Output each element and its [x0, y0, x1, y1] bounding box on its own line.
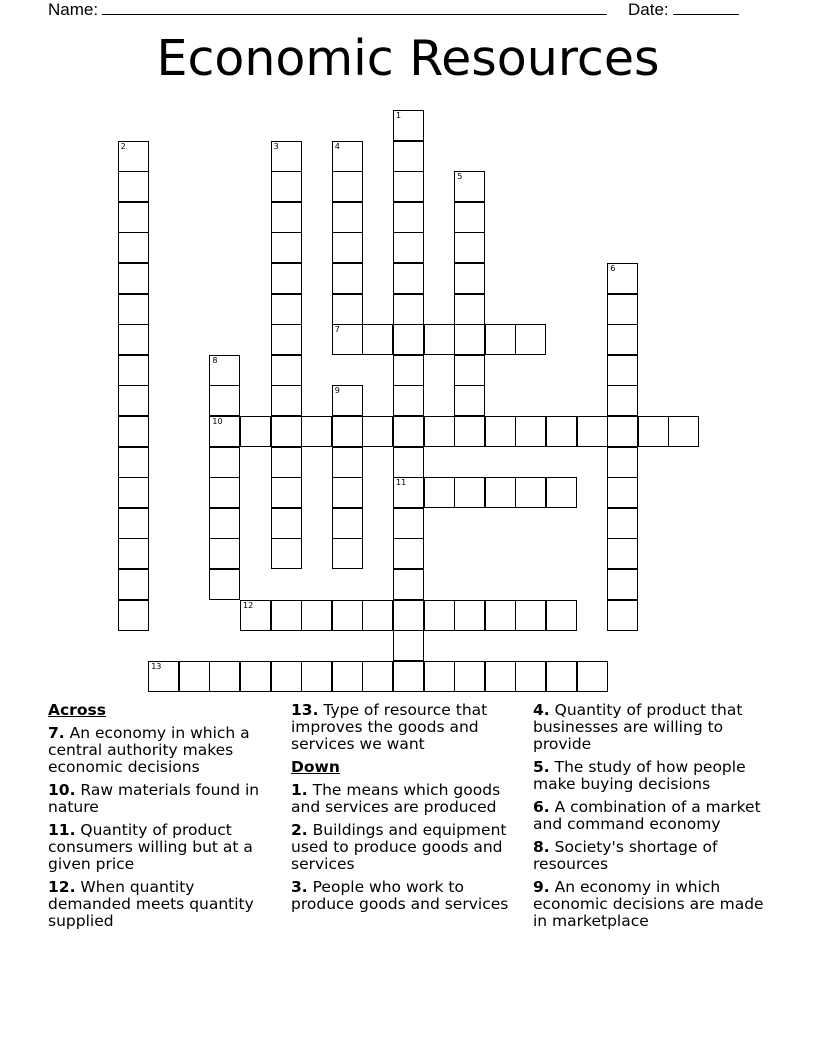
clue-number: 2.: [291, 821, 308, 839]
clue-across-13: [291, 702, 516, 753]
grid-cell[interactable]: [332, 171, 363, 202]
grid-cell[interactable]: [454, 355, 485, 386]
grid-cell[interactable]: [332, 294, 363, 325]
grid-cell[interactable]: [118, 569, 149, 600]
clue-down-9: [533, 879, 773, 930]
grid-cell[interactable]: [607, 447, 638, 478]
grid-cell[interactable]: [607, 569, 638, 600]
clue-number: 1.: [291, 781, 308, 799]
down-title: Down: [291, 758, 340, 776]
grid-cell[interactable]: [515, 477, 546, 508]
grid-cell[interactable]: [179, 661, 210, 692]
grid-cell[interactable]: [454, 661, 485, 692]
grid-cell[interactable]: [577, 661, 608, 692]
grid-cell[interactable]: [454, 263, 485, 294]
cell-number: 13: [151, 661, 162, 671]
grid-cell[interactable]: [271, 171, 302, 202]
cell-number: 6: [610, 264, 616, 273]
grid-cell[interactable]: [209, 355, 240, 386]
grid-cell[interactable]: [546, 661, 577, 692]
grid-cell[interactable]: [607, 385, 638, 416]
across-title: Across: [48, 701, 106, 719]
clues-section: [0, 702, 816, 1002]
grid-cell[interactable]: [118, 263, 149, 294]
clue-column-2: [291, 702, 516, 919]
grid-cell[interactable]: [607, 416, 638, 447]
grid-cell[interactable]: [332, 416, 363, 447]
cell-number: 7: [334, 325, 340, 335]
grid-cell[interactable]: [148, 661, 179, 692]
grid-cell[interactable]: [118, 141, 149, 172]
grid-cell[interactable]: [485, 324, 516, 355]
clue-number: 8.: [533, 838, 550, 856]
cell-number: 3: [273, 141, 279, 151]
grid-cell[interactable]: [271, 355, 302, 386]
grid-cell[interactable]: [424, 324, 455, 355]
grid-cell[interactable]: [454, 294, 485, 325]
grid-cell[interactable]: [485, 600, 516, 631]
grid-cell[interactable]: [240, 600, 271, 631]
grid-cell[interactable]: [118, 600, 149, 631]
grid-cell[interactable]: [209, 661, 240, 692]
grid-cell[interactable]: [271, 477, 302, 508]
grid-cell[interactable]: [454, 600, 485, 631]
clue-across-7: [48, 725, 278, 776]
clue-number: 12.: [48, 878, 76, 896]
grid-cell[interactable]: [607, 355, 638, 386]
grid-cell[interactable]: [393, 355, 424, 386]
grid-cell[interactable]: [209, 508, 240, 539]
grid-cell[interactable]: [546, 477, 577, 508]
clue-across-12: [48, 879, 278, 930]
grid-cell[interactable]: [454, 477, 485, 508]
grid-cell[interactable]: [118, 324, 149, 355]
grid-cell[interactable]: [393, 600, 424, 631]
name-label: Name:: [48, 0, 99, 19]
clue-down-2: [291, 822, 516, 873]
grid-cell[interactable]: [424, 661, 455, 692]
grid-cell[interactable]: [607, 477, 638, 508]
clue-text: A combination of a market and command economy: [533, 798, 761, 833]
clue-number: 13.: [291, 701, 319, 719]
clue-column-3: [533, 702, 773, 936]
grid-cell[interactable]: [118, 538, 149, 569]
clue-text: The means which goods and services are produced: [291, 781, 501, 816]
grid-cell[interactable]: [271, 232, 302, 263]
grid-cell[interactable]: [393, 630, 424, 661]
clue-number: 10.: [48, 781, 76, 799]
cell-number: 8: [212, 355, 218, 365]
grid-cell[interactable]: [393, 171, 424, 202]
grid-cell[interactable]: [485, 416, 516, 447]
grid-cell[interactable]: [271, 202, 302, 233]
grid-cell[interactable]: [485, 477, 516, 508]
grid-cell[interactable]: [393, 661, 424, 692]
grid-cell[interactable]: [515, 661, 546, 692]
grid-cell[interactable]: [454, 232, 485, 263]
grid-cell[interactable]: [393, 141, 424, 172]
grid-cell[interactable]: [118, 385, 149, 416]
clue-text: An economy in which a central authority makes economic decisions: [48, 724, 250, 776]
clue-down-3: [291, 879, 516, 913]
grid-cell[interactable]: [332, 263, 363, 294]
grid-cell[interactable]: [209, 447, 240, 478]
clue-across-10: [48, 782, 278, 816]
grid-cell[interactable]: [209, 538, 240, 569]
clue-number: 5.: [533, 758, 550, 776]
clue-text: People who work to produce goods and services: [291, 878, 509, 913]
clue-text: Buildings and equipment used to produce goods and services: [291, 821, 507, 873]
cell-number: 2: [120, 141, 126, 151]
grid-cell[interactable]: [607, 294, 638, 325]
grid-cell[interactable]: [271, 141, 302, 172]
grid-cell[interactable]: [332, 447, 363, 478]
clue-text: Quantity of product that businesses are willing to provide: [533, 701, 743, 753]
grid-cell[interactable]: [301, 600, 332, 631]
clue-down-4: [533, 702, 773, 753]
grid-cell[interactable]: [454, 171, 485, 202]
grid-cell[interactable]: [424, 416, 455, 447]
grid-cell[interactable]: [393, 508, 424, 539]
grid-cell[interactable]: [515, 324, 546, 355]
grid-cell[interactable]: [332, 141, 363, 172]
grid-cell[interactable]: [607, 600, 638, 631]
grid-cell[interactable]: [546, 600, 577, 631]
grid-cell[interactable]: [209, 385, 240, 416]
clue-down-5: [533, 759, 773, 793]
clue-text: The study of how people make buying decisions: [533, 758, 746, 793]
grid-cell[interactable]: [271, 447, 302, 478]
clue-across-11: [48, 822, 278, 873]
clue-number: 4.: [533, 701, 550, 719]
grid-cell[interactable]: [393, 263, 424, 294]
grid-cell[interactable]: [332, 477, 363, 508]
clue-number: 3.: [291, 878, 308, 896]
grid-cell[interactable]: [271, 263, 302, 294]
grid-cell[interactable]: [118, 447, 149, 478]
clue-down-1: [291, 782, 516, 816]
grid-cell[interactable]: [332, 600, 363, 631]
clue-number: 6.: [533, 798, 550, 816]
clue-down-6: [533, 799, 773, 833]
grid-cell[interactable]: [209, 416, 240, 447]
grid-cell[interactable]: [209, 477, 240, 508]
grid-cell[interactable]: [118, 416, 149, 447]
grid-cell[interactable]: [301, 416, 332, 447]
page-title: Economic Resources: [156, 30, 660, 87]
clue-number: 7.: [48, 724, 65, 742]
grid-cell[interactable]: [240, 661, 271, 692]
grid-cell[interactable]: [515, 600, 546, 631]
clue-down-8: [533, 839, 773, 873]
clue-text: When quantity demanded meets quantity supplied: [48, 878, 254, 930]
grid-cell[interactable]: [393, 202, 424, 233]
cell-number: 4: [334, 141, 340, 151]
clue-number: 11.: [48, 821, 76, 839]
clue-column-1: [48, 702, 278, 936]
grid-cell[interactable]: [332, 324, 363, 355]
grid-cell[interactable]: [607, 538, 638, 569]
grid-cell[interactable]: [332, 232, 363, 263]
grid-cell[interactable]: [515, 416, 546, 447]
grid-cell[interactable]: [577, 416, 608, 447]
grid-cell[interactable]: [393, 538, 424, 569]
grid-cell[interactable]: [271, 294, 302, 325]
clue-text: Quantity of product consumers willing but at a given price: [48, 821, 253, 873]
grid-cell[interactable]: [393, 110, 424, 141]
grid-cell[interactable]: [362, 600, 393, 631]
grid-cell[interactable]: [301, 661, 332, 692]
grid-cell[interactable]: [393, 294, 424, 325]
grid-cell[interactable]: [118, 477, 149, 508]
grid-cell[interactable]: [607, 263, 638, 294]
clue-text: Type of resource that improves the goods and services we want: [291, 701, 488, 753]
cell-number: 5: [457, 172, 463, 182]
grid-cell[interactable]: [454, 202, 485, 233]
grid-cell[interactable]: [424, 600, 455, 631]
grid-cell[interactable]: [393, 324, 424, 355]
grid-cell[interactable]: [668, 416, 699, 447]
grid-cell[interactable]: [393, 416, 424, 447]
cell-number: 11: [396, 478, 407, 488]
cell-number: 10: [212, 417, 223, 426]
grid-cell[interactable]: [332, 202, 363, 233]
grid-cell[interactable]: [362, 324, 393, 355]
grid-cell[interactable]: [118, 171, 149, 202]
grid-cell[interactable]: [271, 416, 302, 447]
grid-cell[interactable]: [118, 355, 149, 386]
grid-cell[interactable]: [546, 416, 577, 447]
grid-cell[interactable]: [393, 477, 424, 508]
grid-cell[interactable]: [485, 661, 516, 692]
grid-cell[interactable]: [118, 294, 149, 325]
grid-cell[interactable]: [118, 508, 149, 539]
cell-number: 12: [243, 600, 254, 610]
grid-cell[interactable]: [638, 416, 669, 447]
grid-cell[interactable]: [271, 538, 302, 569]
grid-cell[interactable]: [424, 477, 455, 508]
cell-number: 1: [396, 111, 402, 120]
grid-cell[interactable]: [332, 661, 363, 692]
grid-cell[interactable]: [271, 661, 302, 692]
grid-cell[interactable]: [209, 569, 240, 600]
grid-cell[interactable]: [118, 202, 149, 233]
cell-number: 9: [334, 386, 340, 396]
grid-cell[interactable]: [393, 385, 424, 416]
grid-cell[interactable]: [607, 508, 638, 539]
grid-cell[interactable]: [271, 385, 302, 416]
grid-cell[interactable]: [271, 508, 302, 539]
clue-text: An economy in which economic decisions are made in marketplace: [533, 878, 764, 930]
grid-cell[interactable]: [454, 385, 485, 416]
grid-cell[interactable]: [332, 538, 363, 569]
grid-cell[interactable]: [393, 569, 424, 600]
grid-cell[interactable]: [271, 600, 302, 631]
grid-cell[interactable]: [362, 416, 393, 447]
grid-cell[interactable]: [454, 416, 485, 447]
grid-cell[interactable]: [393, 447, 424, 478]
grid-cell[interactable]: [332, 508, 363, 539]
grid-cell[interactable]: [271, 324, 302, 355]
clue-text: Society's shortage of resources: [533, 838, 718, 873]
grid-cell[interactable]: [240, 416, 271, 447]
grid-cell[interactable]: [393, 232, 424, 263]
clue-text: Raw materials found in nature: [48, 781, 260, 816]
clue-number: 9.: [533, 878, 550, 896]
grid-cell[interactable]: [118, 232, 149, 263]
grid-cell[interactable]: [362, 661, 393, 692]
grid-cell[interactable]: [454, 324, 485, 355]
grid-cell[interactable]: [332, 385, 363, 416]
grid-cell[interactable]: [607, 324, 638, 355]
date-label: Date:: [628, 0, 669, 19]
